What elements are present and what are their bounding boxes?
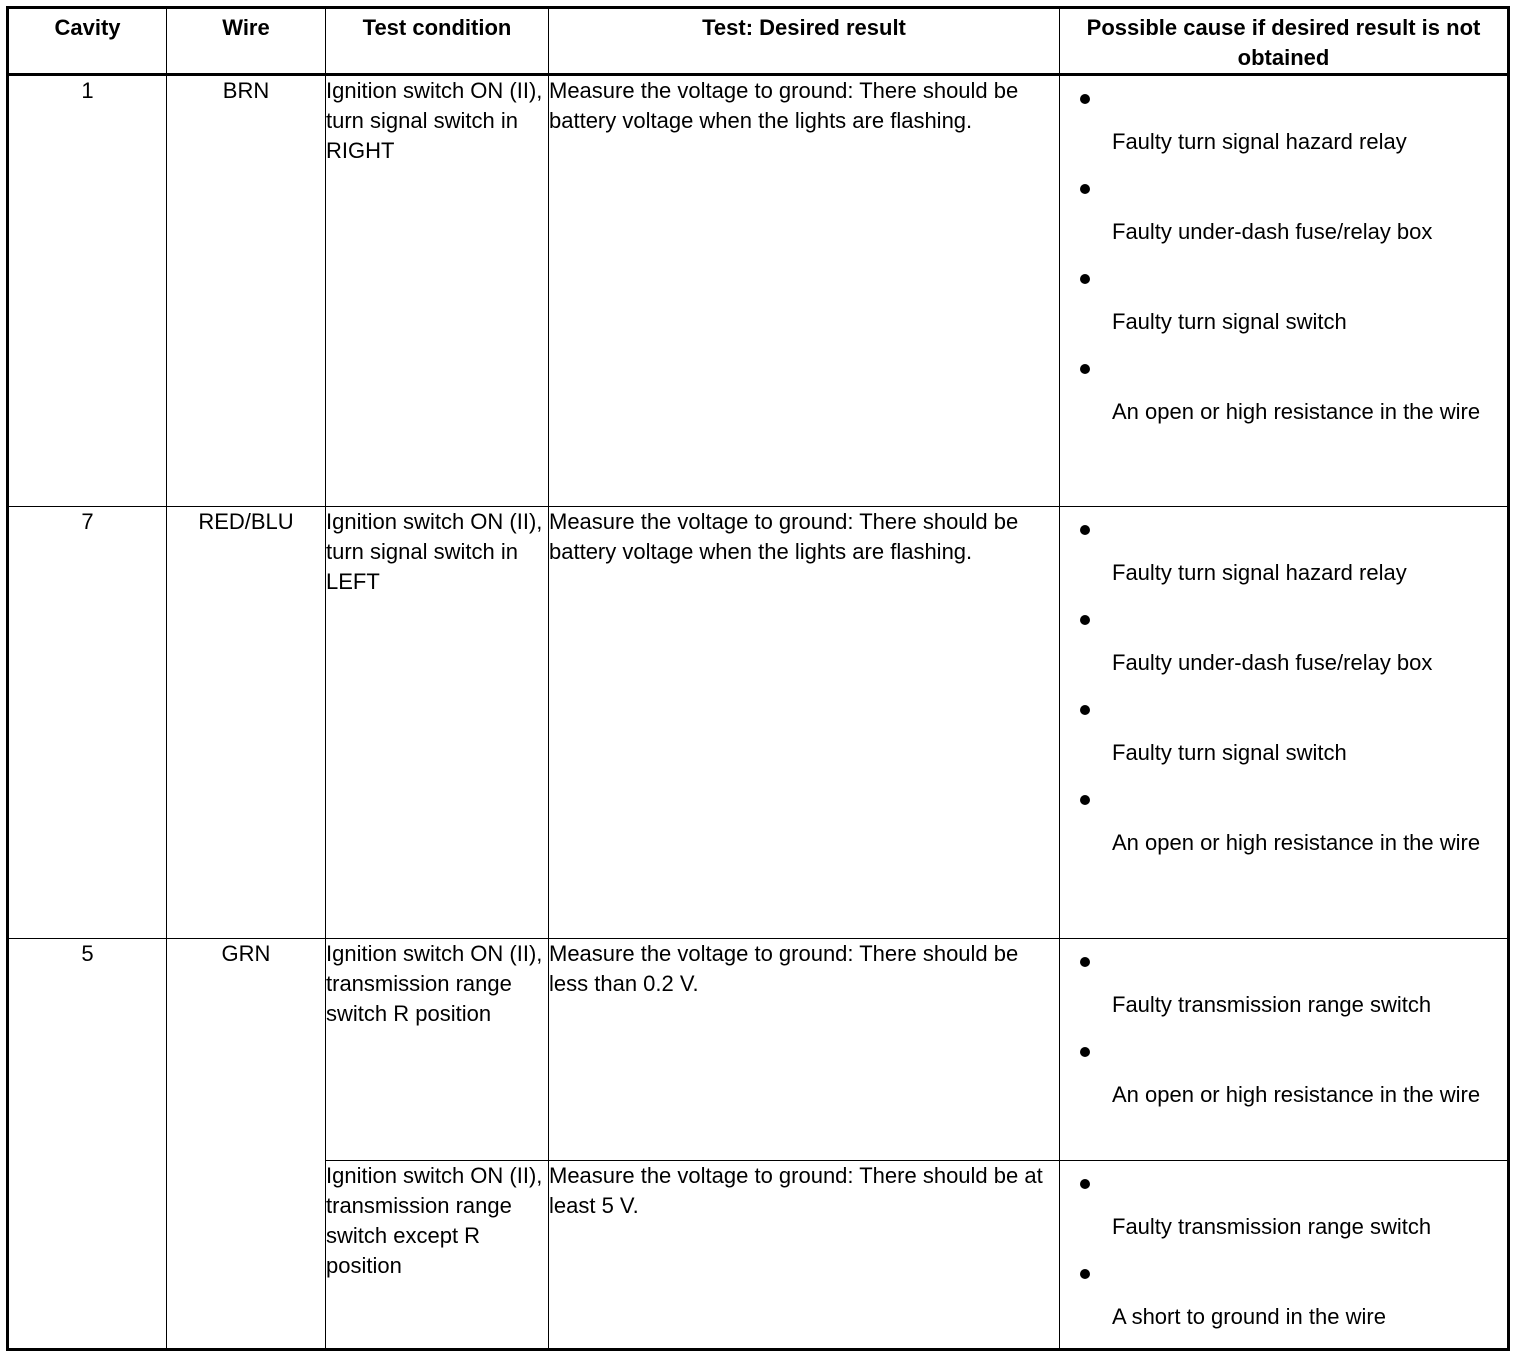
table-row — [8, 507, 1509, 939]
bullet-icon — [1080, 1167, 1503, 1212]
header-row — [8, 8, 1509, 75]
possible-cause-cell — [1060, 75, 1509, 507]
possible-cause-cell — [1060, 1161, 1509, 1350]
test-condition-cell: Ignition switch ON (II), turn signal switch in RIGHT — [326, 75, 549, 507]
cause-item — [1080, 1257, 1503, 1332]
bullet-icon — [1080, 693, 1503, 738]
wire-cell: GRN — [167, 939, 326, 1350]
cause-text: Faulty under-dash fuse/relay box — [1112, 650, 1433, 675]
wire-cell: RED/BLU — [167, 507, 326, 939]
troubleshooting-table — [6, 6, 1510, 1351]
table-row — [8, 939, 1509, 1161]
bullet-icon — [1080, 945, 1503, 990]
cause-text: An open or high resistance in the wire — [1112, 1082, 1481, 1107]
cause-list — [1060, 76, 1507, 427]
possible-cause-cell — [1060, 939, 1509, 1161]
desired-result-cell: Measure the voltage to ground: There should be battery voltage when the lights are flashing. — [549, 507, 1060, 939]
cause-item — [1080, 352, 1503, 427]
cause-text: Faulty turn signal switch — [1112, 740, 1347, 765]
cause-item — [1080, 172, 1503, 247]
cause-item — [1080, 603, 1503, 678]
cause-item — [1080, 1035, 1503, 1110]
test-condition-cell: Ignition switch ON (II), transmission range switch except R position — [326, 1161, 549, 1350]
wire-cell: BRN — [167, 75, 326, 507]
cavity-cell: 1 — [8, 75, 167, 507]
bullet-icon — [1080, 82, 1503, 127]
cause-text: Faulty turn signal hazard relay — [1112, 560, 1407, 585]
bullet-icon — [1080, 1035, 1503, 1080]
test-condition-cell: Ignition switch ON (II), turn signal switch in LEFT — [326, 507, 549, 939]
cause-item — [1080, 693, 1503, 768]
cause-item — [1080, 513, 1503, 588]
table-row — [8, 75, 1509, 507]
cause-text: An open or high resistance in the wire — [1112, 830, 1481, 855]
header-test-condition: Test condition — [326, 8, 549, 75]
header-cavity: Cavity — [8, 8, 167, 75]
possible-cause-cell — [1060, 507, 1509, 939]
cavity-cell: 5 — [8, 939, 167, 1350]
cavity-cell: 7 — [8, 507, 167, 939]
cause-text: Faulty turn signal hazard relay — [1112, 129, 1407, 154]
desired-result-cell: Measure the voltage to ground: There should be less than 0.2 V. — [549, 939, 1060, 1161]
cause-item — [1080, 262, 1503, 337]
cause-item — [1080, 1167, 1503, 1242]
header-desired-result: Test: Desired result — [549, 8, 1060, 75]
cause-text: A short to ground in the wire — [1112, 1304, 1386, 1329]
cause-item — [1080, 82, 1503, 157]
desired-result-cell: Measure the voltage to ground: There should be at least 5 V. — [549, 1161, 1060, 1350]
bullet-icon — [1080, 352, 1503, 397]
cause-list — [1060, 507, 1507, 858]
bullet-icon — [1080, 513, 1503, 558]
cause-text: An open or high resistance in the wire — [1112, 399, 1481, 424]
bullet-icon — [1080, 783, 1503, 828]
cause-item — [1080, 783, 1503, 858]
test-condition-cell: Ignition switch ON (II), transmission range switch R position — [326, 939, 549, 1161]
bullet-icon — [1080, 603, 1503, 648]
header-wire: Wire — [167, 8, 326, 75]
header-possible-cause: Possible cause if desired result is not obtained — [1060, 8, 1509, 75]
bullet-icon — [1080, 262, 1503, 307]
desired-result-cell: Measure the voltage to ground: There should be battery voltage when the lights are flashing. — [549, 75, 1060, 507]
bullet-icon — [1080, 1257, 1503, 1302]
cause-text: Faulty transmission range switch — [1112, 1214, 1432, 1239]
cause-text: Faulty under-dash fuse/relay box — [1112, 219, 1433, 244]
cause-list — [1060, 1161, 1507, 1332]
cause-item — [1080, 945, 1503, 1020]
cause-list — [1060, 939, 1507, 1110]
bullet-icon — [1080, 172, 1503, 217]
cause-text: Faulty turn signal switch — [1112, 309, 1347, 334]
cause-text: Faulty transmission range switch — [1112, 992, 1432, 1017]
